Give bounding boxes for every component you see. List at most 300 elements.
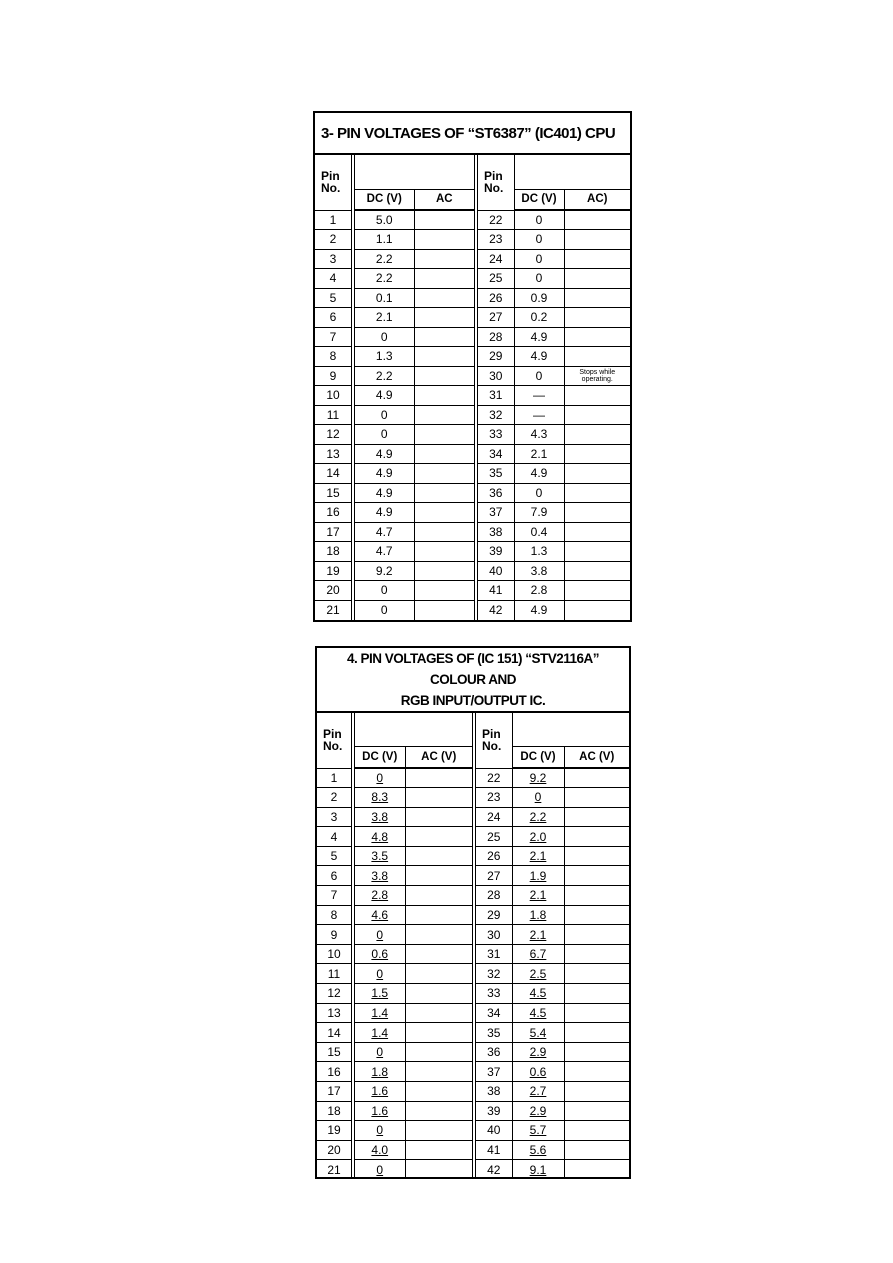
dc-value-cell: 6.7 [512, 944, 564, 964]
pin-no-header-left: Pin No. [317, 713, 353, 768]
pin-number-cell: 25 [476, 269, 514, 289]
dc-value-cell: 7.9 [514, 503, 564, 523]
pin-number-cell: 21 [315, 600, 353, 620]
ac-value-cell [414, 327, 476, 347]
pin-number-cell: 22 [476, 210, 514, 230]
dc-value-cell: 2.2 [353, 249, 414, 269]
dc-value-cell: 4.9 [353, 386, 414, 406]
dc-value-cell: 3.8 [353, 866, 405, 886]
table-row [315, 269, 630, 289]
ac-value-cell [414, 425, 476, 445]
ac-header-left: AC (V) [405, 746, 474, 768]
header-spacer-right [514, 155, 630, 189]
dc-value-cell: 4.9 [514, 347, 564, 367]
ac-value-cell [564, 210, 630, 230]
table-row [315, 503, 630, 523]
dc-value-cell: 0 [512, 788, 564, 808]
ac-value-cell [405, 886, 474, 906]
ac-value-cell [564, 964, 629, 984]
pin-number-cell: 17 [317, 1082, 353, 1102]
ac-value-cell [414, 581, 476, 601]
header-spacer-left [353, 713, 474, 746]
dc-value-cell: 5.6 [512, 1140, 564, 1160]
ac-value-cell [564, 1003, 629, 1023]
dc-value-cell: 0 [514, 483, 564, 503]
ac-value-cell [414, 249, 476, 269]
ac-value-cell [564, 788, 629, 808]
table-row [317, 1101, 629, 1121]
pin-number-cell: 23 [476, 230, 514, 250]
table-row [317, 925, 629, 945]
ac-value-cell [564, 288, 630, 308]
dc-value-cell: 0 [353, 405, 414, 425]
pin-number-cell: 41 [476, 581, 514, 601]
dc-value-cell: 2.2 [353, 269, 414, 289]
ac-value-cell: Stops while operating. [564, 366, 630, 386]
table-row [315, 327, 630, 347]
ac-value-cell [564, 905, 629, 925]
dc-value-cell: 2.8 [514, 581, 564, 601]
dc-value-cell: 2.5 [512, 964, 564, 984]
pin-number-cell: 14 [315, 464, 353, 484]
dc-value-cell: 2.7 [512, 1082, 564, 1102]
pin-number-cell: 13 [315, 444, 353, 464]
ac-value-cell [414, 405, 476, 425]
pin-number-cell: 18 [317, 1101, 353, 1121]
ac-value-cell [564, 230, 630, 250]
ac-value-cell [414, 600, 476, 620]
dc-value-cell: 1.6 [353, 1101, 405, 1121]
dc-value-cell: 2.1 [512, 886, 564, 906]
pin-number-cell: 39 [474, 1101, 512, 1121]
dc-value-cell: 0 [353, 925, 405, 945]
dc-value-cell: 5.7 [512, 1121, 564, 1141]
dc-value-cell: 4.9 [353, 464, 414, 484]
colour-ic-pin-voltage-table [315, 646, 631, 1179]
ac-value-cell [564, 1082, 629, 1102]
pin-number-cell: 2 [315, 230, 353, 250]
pin-number-cell: 35 [474, 1023, 512, 1043]
ac-value-cell [405, 846, 474, 866]
ac-value-cell [564, 405, 630, 425]
ac-value-cell [564, 483, 630, 503]
colour-ic-title-line1: 4. PIN VOLTAGES OF (IC 151) “STV2116A” COLOUR AND [346, 651, 600, 687]
dc-value-cell: 4.9 [353, 483, 414, 503]
dc-value-cell: 2.1 [512, 846, 564, 866]
dc-value-cell: 1.5 [353, 984, 405, 1004]
ac-value-cell [414, 386, 476, 406]
cpu-pin-table [315, 155, 630, 620]
table-row [317, 886, 629, 906]
dc-value-cell: 4.5 [512, 984, 564, 1004]
pin-number-cell: 23 [474, 788, 512, 808]
ac-value-cell [414, 561, 476, 581]
pin-number-cell: 25 [474, 827, 512, 847]
ac-value-cell [564, 1023, 629, 1043]
pin-number-cell: 41 [474, 1140, 512, 1160]
ac-value-cell [405, 925, 474, 945]
ac-value-cell [414, 347, 476, 367]
colour-ic-table-title [317, 648, 629, 713]
dc-value-cell: 4.7 [353, 542, 414, 562]
ac-value-cell [405, 1121, 474, 1141]
ac-value-cell [414, 308, 476, 328]
dc-value-cell: 2.8 [353, 886, 405, 906]
pin-number-cell: 5 [315, 288, 353, 308]
ac-value-cell [564, 846, 629, 866]
pin-number-cell: 11 [317, 964, 353, 984]
ac-value-cell [564, 249, 630, 269]
table-row [317, 905, 629, 925]
ac-value-cell [564, 308, 630, 328]
ac-value-cell [564, 522, 630, 542]
ac-value-cell [405, 1101, 474, 1121]
dc-value-cell: 2.1 [512, 925, 564, 945]
table-row [317, 1062, 629, 1082]
ac-value-cell [564, 807, 629, 827]
table-row [315, 464, 630, 484]
dc-value-cell: 1.3 [514, 542, 564, 562]
dc-value-cell: 0 [514, 269, 564, 289]
table-row [317, 768, 629, 788]
pin-number-cell: 8 [317, 905, 353, 925]
ac-value-cell [564, 386, 630, 406]
ac-value-cell [414, 444, 476, 464]
pin-number-cell: 32 [476, 405, 514, 425]
pin-number-cell: 10 [315, 386, 353, 406]
dc-value-cell: 0.1 [353, 288, 414, 308]
ac-value-cell [414, 464, 476, 484]
dc-value-cell: 0 [353, 1121, 405, 1141]
dc-value-cell: 2.1 [514, 444, 564, 464]
pin-number-cell: 40 [476, 561, 514, 581]
dc-value-cell: 0 [353, 1160, 405, 1180]
dc-value-cell: 3.8 [514, 561, 564, 581]
pin-number-cell: 3 [315, 249, 353, 269]
pin-number-cell: 17 [315, 522, 353, 542]
header-spacer-left [353, 155, 476, 189]
ac-value-cell [405, 807, 474, 827]
dc-value-cell: 4.9 [514, 600, 564, 620]
dc-value-cell: 4.5 [512, 1003, 564, 1023]
dc-value-cell: 4.9 [353, 503, 414, 523]
pin-number-cell: 32 [474, 964, 512, 984]
ac-value-cell [405, 1003, 474, 1023]
table-row [315, 600, 630, 620]
ac-value-cell [405, 1042, 474, 1062]
dc-value-cell: 4.9 [514, 464, 564, 484]
dc-value-cell: 2.1 [353, 308, 414, 328]
dc-value-cell: 9.2 [353, 561, 414, 581]
table-row [317, 944, 629, 964]
colour-ic-title-line2: RGB INPUT/OUTPUT IC. [400, 693, 546, 708]
pin-number-cell: 3 [317, 807, 353, 827]
dc-value-cell: — [514, 405, 564, 425]
table-row [315, 542, 630, 562]
table-row [315, 288, 630, 308]
table-row [315, 581, 630, 601]
dc-value-cell: 5.4 [512, 1023, 564, 1043]
ac-value-cell [564, 925, 629, 945]
dc-value-cell: 1.4 [353, 1023, 405, 1043]
table-row [315, 366, 630, 386]
ac-value-cell [405, 984, 474, 1004]
ac-value-cell [564, 444, 630, 464]
cpu-table-title: 3- PIN VOLTAGES OF “ST6387” (IC401) CPU [315, 113, 630, 155]
pin-number-cell: 20 [315, 581, 353, 601]
ac-value-cell [564, 269, 630, 289]
pin-number-cell: 24 [474, 807, 512, 827]
ac-value-cell [414, 288, 476, 308]
pin-number-cell: 19 [315, 561, 353, 581]
table-row [317, 1121, 629, 1141]
table-row [315, 386, 630, 406]
dc-value-cell: 0.6 [353, 944, 405, 964]
pin-number-cell: 42 [476, 600, 514, 620]
ac-value-cell [405, 768, 474, 788]
dc-value-cell: 4.8 [353, 827, 405, 847]
dc-value-cell: 0 [353, 600, 414, 620]
pin-number-cell: 11 [315, 405, 353, 425]
cpu-pin-voltage-table [313, 111, 632, 622]
dc-value-cell: 2.2 [512, 807, 564, 827]
pin-number-cell: 12 [317, 984, 353, 1004]
ac-value-cell [564, 1042, 629, 1062]
ac-header-right: AC (V) [564, 746, 629, 768]
pin-number-cell: 30 [476, 366, 514, 386]
table-row [317, 1140, 629, 1160]
table-row [315, 308, 630, 328]
pin-number-cell: 26 [476, 288, 514, 308]
ac-value-cell [564, 1062, 629, 1082]
pin-number-cell: 18 [315, 542, 353, 562]
ac-value-cell [414, 230, 476, 250]
dc-value-cell: 0.2 [514, 308, 564, 328]
dc-value-cell: 0 [514, 366, 564, 386]
pin-number-cell: 15 [317, 1042, 353, 1062]
dc-value-cell: 1.1 [353, 230, 414, 250]
dc-value-cell: 4.7 [353, 522, 414, 542]
ac-value-cell [405, 1160, 474, 1180]
dc-value-cell: 4.9 [514, 327, 564, 347]
dc-value-cell: — [514, 386, 564, 406]
pin-number-cell: 39 [476, 542, 514, 562]
pin-number-cell: 30 [474, 925, 512, 945]
dc-header-right: DC (V) [512, 746, 564, 768]
ac-value-cell [564, 600, 630, 620]
dc-header-left: DC (V) [353, 189, 414, 210]
ac-value-cell [564, 984, 629, 1004]
table-row [317, 866, 629, 886]
table-row [317, 827, 629, 847]
dc-value-cell: 1.3 [353, 347, 414, 367]
pin-number-cell: 31 [476, 386, 514, 406]
dc-value-cell: 1.6 [353, 1082, 405, 1102]
dc-value-cell: 2.9 [512, 1101, 564, 1121]
dc-value-cell: 1.8 [512, 905, 564, 925]
pin-number-cell: 42 [474, 1160, 512, 1180]
table-row [315, 425, 630, 445]
pin-number-cell: 38 [476, 522, 514, 542]
ac-value-cell [564, 886, 629, 906]
table-row [317, 1082, 629, 1102]
pin-number-cell: 16 [315, 503, 353, 523]
ac-value-cell [414, 269, 476, 289]
dc-value-cell: 5.0 [353, 210, 414, 230]
pin-number-cell: 9 [315, 366, 353, 386]
pin-no-header-right: Pin No. [476, 155, 514, 210]
ac-value-cell [564, 327, 630, 347]
ac-value-cell [564, 542, 630, 562]
dc-value-cell: 0 [514, 249, 564, 269]
pin-number-cell: 29 [474, 905, 512, 925]
pin-number-cell: 2 [317, 788, 353, 808]
pin-number-cell: 8 [315, 347, 353, 367]
pin-number-cell: 34 [476, 444, 514, 464]
ac-value-cell [414, 366, 476, 386]
table-row [315, 210, 630, 230]
dc-value-cell: 0 [514, 210, 564, 230]
dc-value-cell: 0 [353, 327, 414, 347]
pin-number-cell: 15 [315, 483, 353, 503]
dc-value-cell: 0 [353, 425, 414, 445]
colour-ic-pin-table [317, 713, 629, 1179]
pin-number-cell: 24 [476, 249, 514, 269]
pin-number-cell: 5 [317, 846, 353, 866]
ac-value-cell [564, 1140, 629, 1160]
pin-number-cell: 12 [315, 425, 353, 445]
pin-number-cell: 28 [474, 886, 512, 906]
table-row [315, 444, 630, 464]
table-row [317, 1160, 629, 1180]
pin-number-cell: 1 [317, 768, 353, 788]
ac-value-cell [564, 1160, 629, 1180]
dc-value-cell: 0.4 [514, 522, 564, 542]
pin-number-cell: 16 [317, 1062, 353, 1082]
dc-value-cell: 0 [353, 581, 414, 601]
ac-value-cell [405, 1140, 474, 1160]
pin-number-cell: 26 [474, 846, 512, 866]
pin-number-cell: 33 [474, 984, 512, 1004]
dc-value-cell: 3.8 [353, 807, 405, 827]
ac-value-cell [564, 1101, 629, 1121]
dc-value-cell: 0 [353, 964, 405, 984]
table-row [317, 984, 629, 1004]
dc-value-cell: 9.1 [512, 1160, 564, 1180]
pin-number-cell: 21 [317, 1160, 353, 1180]
pin-number-cell: 28 [476, 327, 514, 347]
ac-header-right: AC) [564, 189, 630, 210]
table-row [315, 483, 630, 503]
pin-number-cell: 27 [476, 308, 514, 328]
dc-value-cell: 1.9 [512, 866, 564, 886]
dc-value-cell: 2.2 [353, 366, 414, 386]
pin-number-cell: 34 [474, 1003, 512, 1023]
dc-value-cell: 0.9 [514, 288, 564, 308]
pin-number-cell: 9 [317, 925, 353, 945]
ac-value-cell [405, 964, 474, 984]
table-row [315, 405, 630, 425]
pin-no-header-right: Pin No. [474, 713, 512, 768]
dc-value-cell: 4.0 [353, 1140, 405, 1160]
header-spacer-right [512, 713, 629, 746]
pin-number-cell: 38 [474, 1082, 512, 1102]
pin-number-cell: 19 [317, 1121, 353, 1141]
dc-value-cell: 0.6 [512, 1062, 564, 1082]
dc-value-cell: 3.5 [353, 846, 405, 866]
dc-value-cell: 0 [514, 230, 564, 250]
ac-value-cell [564, 425, 630, 445]
ac-value-cell [405, 866, 474, 886]
table-row [315, 230, 630, 250]
ac-value-cell [405, 1082, 474, 1102]
pin-number-cell: 27 [474, 866, 512, 886]
pin-number-cell: 37 [474, 1062, 512, 1082]
dc-value-cell: 1.8 [353, 1062, 405, 1082]
dc-header-left: DC (V) [353, 746, 405, 768]
pin-no-header-left: Pin No. [315, 155, 353, 210]
table-row [317, 1003, 629, 1023]
dc-value-cell: 2.9 [512, 1042, 564, 1062]
table-row [317, 788, 629, 808]
ac-value-cell [414, 522, 476, 542]
table-row [317, 807, 629, 827]
table-row [315, 347, 630, 367]
ac-value-cell [564, 464, 630, 484]
pin-number-cell: 29 [476, 347, 514, 367]
ac-value-cell [564, 561, 630, 581]
table-row [317, 1042, 629, 1062]
ac-value-cell [564, 503, 630, 523]
pin-number-cell: 22 [474, 768, 512, 788]
ac-value-cell [405, 905, 474, 925]
ac-value-cell [405, 827, 474, 847]
ac-value-cell [564, 1121, 629, 1141]
dc-value-cell: 4.3 [514, 425, 564, 445]
pin-number-cell: 13 [317, 1003, 353, 1023]
pin-number-cell: 33 [476, 425, 514, 445]
pin-number-cell: 7 [315, 327, 353, 347]
ac-value-cell [564, 581, 630, 601]
table-row [315, 522, 630, 542]
pin-number-cell: 35 [476, 464, 514, 484]
ac-value-cell [564, 944, 629, 964]
dc-value-cell: 4.6 [353, 905, 405, 925]
pin-number-cell: 40 [474, 1121, 512, 1141]
table-row [317, 846, 629, 866]
dc-value-cell: 4.9 [353, 444, 414, 464]
dc-value-cell: 0 [353, 1042, 405, 1062]
table-row [317, 964, 629, 984]
ac-value-cell [414, 210, 476, 230]
pin-number-cell: 4 [317, 827, 353, 847]
ac-value-cell [564, 866, 629, 886]
pin-number-cell: 1 [315, 210, 353, 230]
pin-number-cell: 10 [317, 944, 353, 964]
table-row [315, 561, 630, 581]
dc-header-right: DC (V) [514, 189, 564, 210]
pin-number-cell: 37 [476, 503, 514, 523]
pin-number-cell: 4 [315, 269, 353, 289]
ac-value-cell [564, 347, 630, 367]
dc-value-cell: 8.3 [353, 788, 405, 808]
ac-value-cell [414, 503, 476, 523]
dc-value-cell: 9.2 [512, 768, 564, 788]
ac-value-cell [564, 827, 629, 847]
pin-number-cell: 6 [317, 866, 353, 886]
ac-value-cell [414, 483, 476, 503]
table-row [315, 249, 630, 269]
